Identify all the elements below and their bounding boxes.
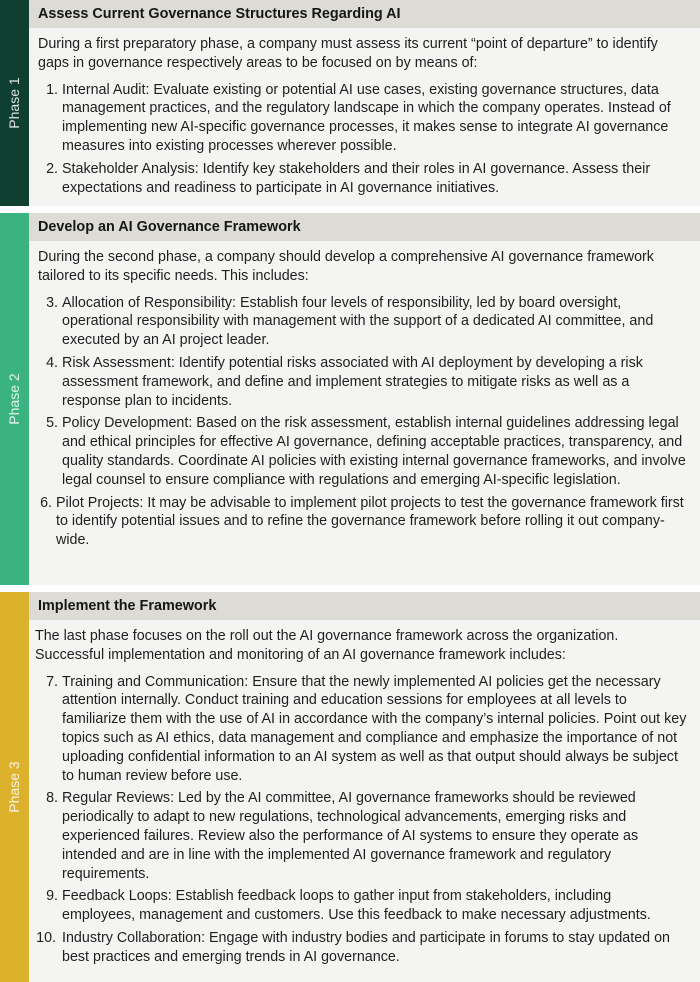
step-number: 3.	[46, 294, 58, 311]
step-number: 1.	[46, 81, 58, 98]
phase-3-intro: The last phase focuses on the roll out the AI governance framework across the organization. Successful implementation and monitoring of an AI governance framework includes:	[35, 628, 619, 663]
step-number: 9.	[46, 888, 58, 905]
step-2	[38, 160, 688, 198]
phase-2-body	[38, 248, 688, 554]
step-text: Training and Communication: Ensure that the newly implemented AI policies get the necessary attention internally. Conduct training and education sessions for employees at all levels to familiarize them with the use of AI in accordance with the company’s internal policies. Point out key topics such as AI ethics, data management and compliance and emphasize the importance of not uploading confidential information to an AI system as well as that output should always be subject to human review before use.	[62, 673, 687, 784]
phase-2-panel	[0, 213, 700, 585]
step-1	[38, 81, 688, 156]
step-10	[38, 929, 688, 967]
phase-1-tab-label: Phase 1	[6, 77, 22, 129]
phase-2-tab	[0, 213, 29, 585]
phase-3-title: Implement the Framework	[38, 598, 217, 614]
step-number: 5.	[46, 415, 58, 432]
step-text: Feedback Loops: Establish feedback loops to gather input from stakeholders, including employees, management and customers. Use this feedback to make necessary adjustments.	[62, 888, 651, 924]
phase-1-panel	[0, 0, 700, 206]
phase-3-tab	[0, 592, 29, 982]
phase-3-steps	[38, 673, 688, 967]
step-text: Pilot Projects: It may be advisable to implement pilot projects to test the governance framework first to identify potential issues and to refine the governance framework before rolling it out company-wide.	[56, 494, 684, 549]
step-8	[38, 789, 688, 883]
step-text: Risk Assessment: Identify potential risks associated with AI deployment by developing a risk assessment framework, and define and implement strategies to mitigate risks as well as a response plan to incidents.	[62, 354, 643, 409]
step-text: Industry Collaboration: Engage with industry bodies and participate in forums to stay updated on best practices and emerging trends in AI governance.	[62, 929, 670, 965]
step-4	[38, 354, 688, 410]
step-number: 10.	[36, 929, 56, 946]
phase-1-intro: During a first preparatory phase, a company must assess its current “point of departure” to identify gaps in governance respectively areas to be focused on by means of:	[38, 36, 658, 71]
step-7	[38, 673, 688, 786]
phase-2-intro: During the second phase, a company should develop a comprehensive AI governance framework tailored to its specific needs. This includes:	[38, 249, 654, 284]
step-number: 8.	[46, 790, 58, 807]
step-5	[38, 414, 688, 489]
phase-1-steps	[38, 81, 688, 198]
step-number: 2.	[46, 160, 58, 177]
phase-1-header	[29, 0, 700, 28]
phase-2-title: Develop an AI Governance Framework	[38, 219, 301, 235]
phase-2-steps	[38, 294, 688, 550]
phase-3-panel	[0, 592, 700, 982]
phase-1-tab	[0, 0, 29, 206]
step-text: Internal Audit: Evaluate existing or potential AI use cases, existing governance structures, data management practices, and the regulatory landscape in which the company operates. Instead of implementing new AI-specific governance processes, it makes sense to integrate AI governance measures into existing processes wherever possible.	[62, 81, 671, 154]
step-number: 7.	[46, 673, 58, 690]
step-9	[38, 887, 688, 925]
step-number: 4.	[46, 354, 58, 371]
phase-3-header	[29, 592, 700, 620]
phase-3-tab-label: Phase 3	[6, 761, 22, 813]
phase-2-tab-label: Phase 2	[6, 373, 22, 425]
step-3	[38, 294, 688, 350]
phase-1-title: Assess Current Governance Structures Regarding AI	[38, 6, 401, 22]
step-number: 6.	[40, 494, 52, 511]
step-text: Regular Reviews: Led by the AI committee, AI governance frameworks should be reviewed periodically to adapt to new regulations, technological advancements, emerging risks and experienced failures. Review also the performance of AI systems to ensure they operate as intended and are in line with the implemented AI governance framework and regulatory requirements.	[62, 790, 639, 882]
step-text: Stakeholder Analysis: Identify key stakeholders and their roles in AI governance. Assess their expectations and readiness to participate in AI governance initiatives.	[62, 160, 651, 196]
step-6	[38, 494, 688, 550]
step-text: Policy Development: Based on the risk assessment, establish internal guidelines addressing legal and ethical principles for effective AI governance, defining acceptable practices, transparency, and quality standards. Coordinate AI policies with existing internal governance frameworks, and involve legal counsel to ensure compliance with regulations and emerging AI-specific legislation.	[62, 415, 686, 488]
step-text: Allocation of Responsibility: Establish four levels of responsibility, led by board oversight, operational responsibility with management with the support of a dedicated AI committee, and executed by an AI project leader.	[62, 294, 654, 349]
phase-3-body	[35, 627, 688, 971]
phase-2-header	[29, 213, 700, 241]
phase-1-body	[38, 35, 688, 201]
